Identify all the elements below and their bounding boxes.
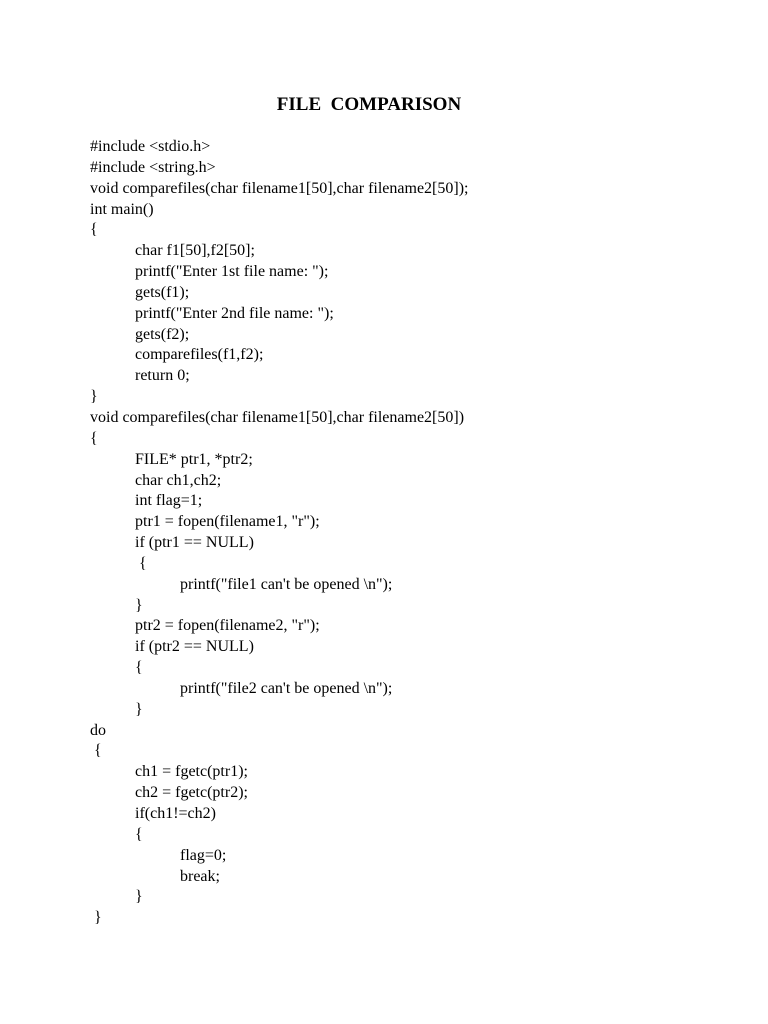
- code-listing: [90, 137, 468, 929]
- code-line: ch1 = fgetc(ptr1);: [135, 763, 248, 781]
- code-line: }: [135, 700, 143, 718]
- code-line: printf("Enter 2nd file name: ");: [135, 304, 334, 322]
- code-line: {: [90, 429, 98, 447]
- code-line: }: [90, 909, 102, 927]
- code-line: printf("file2 can't be opened \n");: [180, 679, 393, 697]
- code-line: ch2 = fgetc(ptr2);: [135, 784, 248, 802]
- code-line: if (ptr1 == NULL): [135, 534, 254, 552]
- code-line: gets(f2);: [135, 325, 190, 343]
- code-line: {: [135, 659, 143, 677]
- code-line: FILE* ptr1, *ptr2;: [135, 450, 253, 468]
- code-line: gets(f1);: [135, 283, 190, 301]
- code-line: int flag=1;: [135, 492, 203, 510]
- code-line: void comparefiles(char filename1[50],char filename2[50]): [90, 408, 465, 426]
- code-line: ptr1 = fopen(filename1, "r");: [135, 513, 320, 531]
- code-line: }: [135, 888, 143, 906]
- code-line: #include <string.h>: [90, 158, 216, 176]
- code-line: return 0;: [135, 367, 190, 385]
- code-line: printf("Enter 1st file name: ");: [135, 263, 329, 281]
- code-line: flag=0;: [180, 846, 227, 864]
- code-line: char f1[50],f2[50];: [135, 242, 255, 260]
- code-line: char ch1,ch2;: [135, 471, 222, 489]
- code-line: }: [135, 596, 143, 614]
- document-title: FILE COMPARISON: [276, 94, 462, 115]
- code-line: }: [90, 388, 98, 406]
- code-line: #include <stdio.h>: [90, 138, 211, 155]
- code-line: printf("file1 can't be opened \n");: [180, 575, 393, 593]
- code-line: break;: [180, 867, 220, 885]
- code-line: if(ch1!=ch2): [135, 805, 216, 822]
- code-line: {: [135, 825, 143, 843]
- code-line: {: [90, 742, 102, 760]
- code-line: do: [90, 721, 106, 739]
- code-line: ptr2 = fopen(filename2, "r");: [135, 617, 320, 635]
- code-line: {: [135, 554, 147, 572]
- code-line: {: [90, 221, 98, 239]
- code-line: int main(): [90, 200, 154, 218]
- code-line: comparefiles(f1,f2);: [135, 346, 264, 364]
- code-line: if (ptr2 == NULL): [135, 638, 254, 656]
- code-line: void comparefiles(char filename1[50],char filename2[50]);: [90, 179, 469, 197]
